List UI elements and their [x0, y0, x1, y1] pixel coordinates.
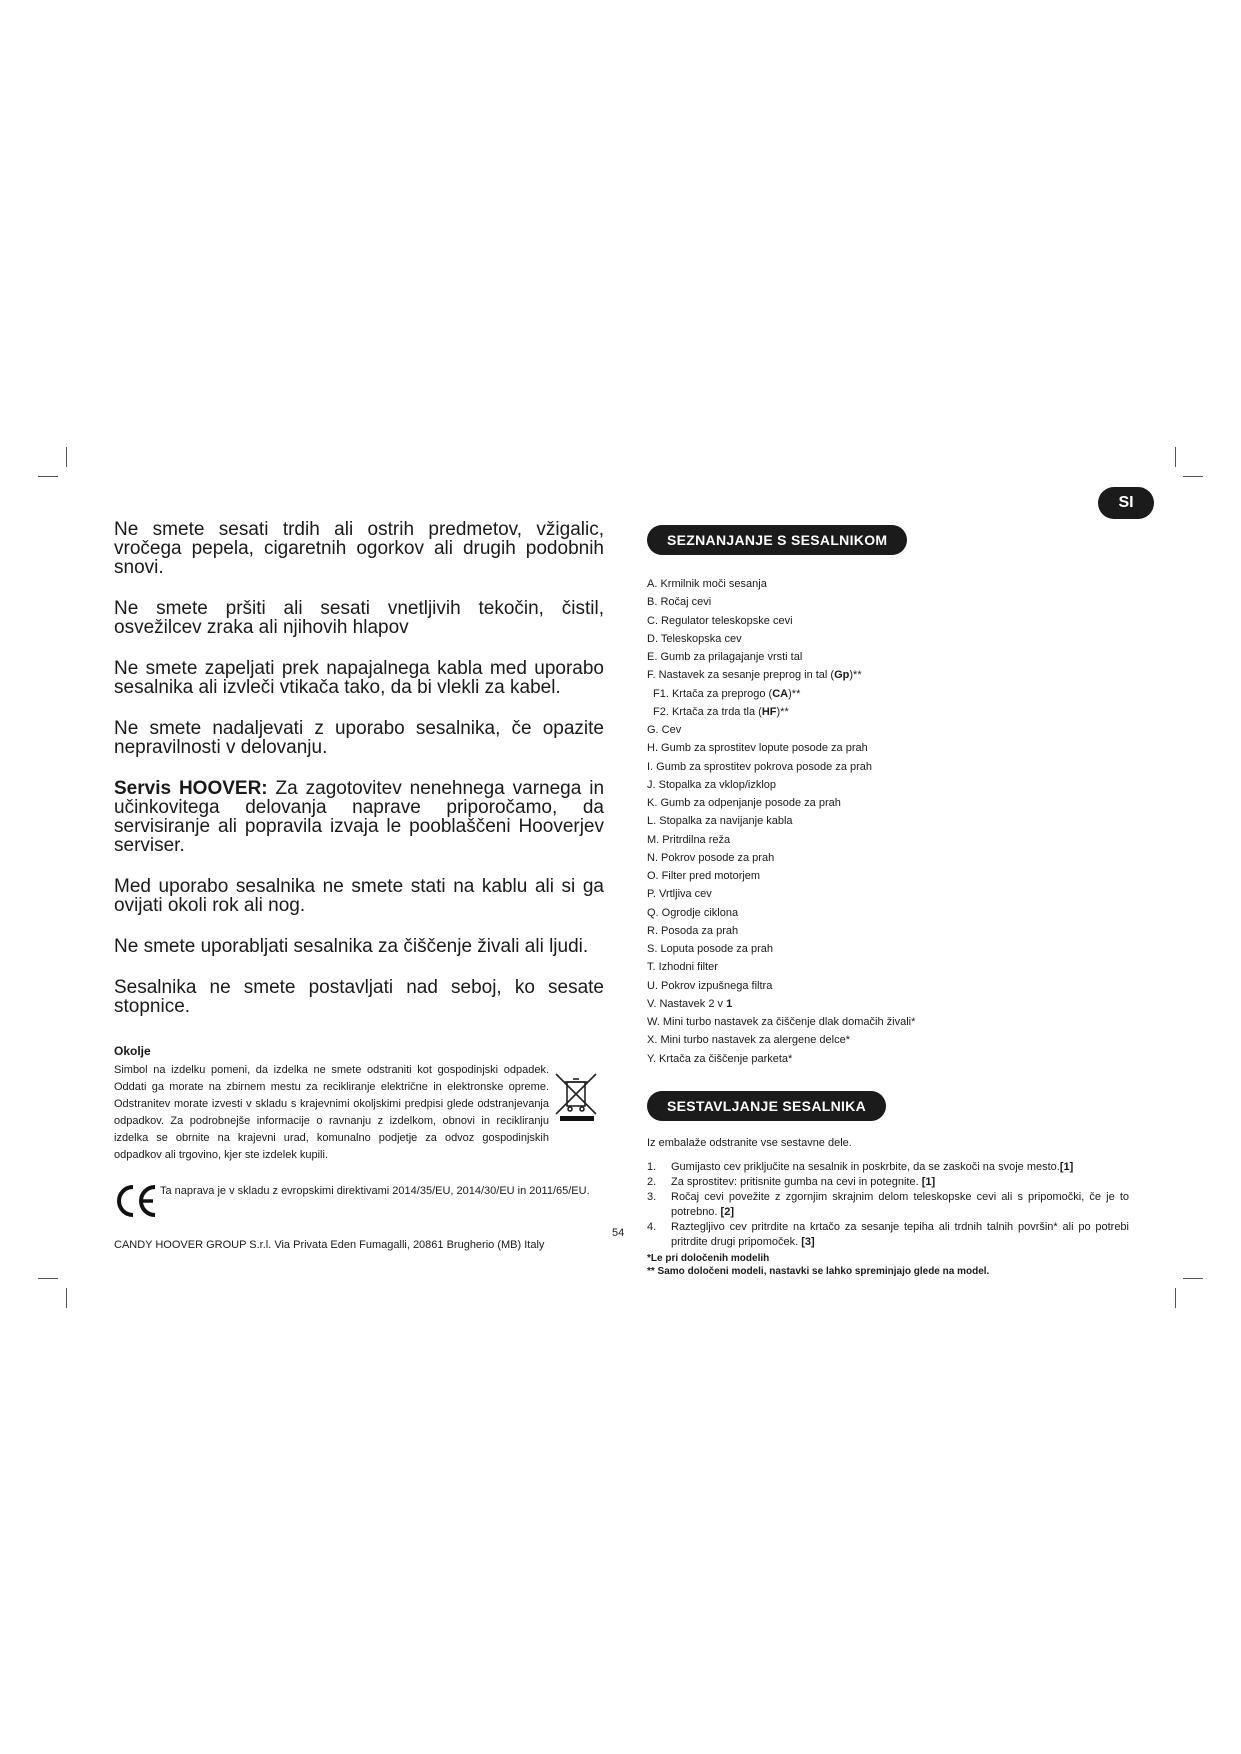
part-text: F. Nastavek za sesanje preprog in tal ( [647, 669, 835, 682]
footnotes [647, 1252, 1129, 1278]
part-text: T. Izhodni filter [647, 961, 718, 974]
crop-mark [66, 447, 67, 467]
step-figure-ref: [3] [801, 1235, 815, 1248]
part-item [647, 831, 1129, 849]
part-text: R. Posoda za prah [647, 924, 739, 937]
assembly-step [647, 1220, 1129, 1250]
footnote: ** Samo določeni modeli, nastavki se lahko spreminjajo glede na model. [647, 1265, 990, 1277]
part-item [647, 1031, 1129, 1049]
part-text: W. Mini turbo nastavek za čiščenje dlak domačih živali* [647, 1016, 916, 1028]
step-text-wrap [671, 1220, 1129, 1250]
part-code: 1 [726, 997, 733, 1010]
step-text-wrap [671, 1160, 1129, 1175]
safety-column [114, 520, 604, 1251]
part-item [647, 1013, 1129, 1031]
assembly-intro: Iz embalaže odstranite vse sestavne dele. [647, 1136, 852, 1149]
environment-text: Simbol na izdelku pomeni, da izdelka ne smete odstraniti kot gospodinjski odpadek. Oddati ga morate na zbirnem mestu za recikliranje električne in elektronske opreme. Odstranitev morate izvesti v skladu s krajevnimi okoljskimi predpisi glede odstranjevanja odpadkov. Za podrobnejše informacije o ravnanju z izdelkom, obnovi in recikliranju izdelka se obrnite na krajevni urad, komunalno podjetje za odvoz gospodinjskih odpadkov ali trgovino, kjer ste izdelek kupili. [114, 1064, 549, 1161]
safety-paragraph: Med uporabo sesalnika ne smete stati na kablu ali si ga ovijati okoli rok ali nog. [114, 876, 604, 916]
weee-crossed-bin-icon [552, 1070, 600, 1122]
service-text: Za zagotovitev nenehnega varnega in učinkovitega delovanja naprave priporočamo, da servisiranje ali popravila izvaja le pooblaščeni Hooverjev serviser. [114, 778, 605, 856]
part-text: Q. Ogrodje ciklona [647, 906, 739, 919]
safety-paragraph: Ne smete sesati trdih ali ostrih predmetov, vžigalic, vročega pepela, cigaretnih ogorkov ali drugih podobnih snovi. [114, 519, 604, 578]
part-suffix: )** [788, 687, 801, 700]
part-item [647, 776, 1129, 794]
part-item [647, 958, 1129, 976]
part-text: I. Gumb za sprostitev pokrova posode za prah [647, 760, 873, 773]
part-text: O. Filter pred motorjem [647, 870, 761, 882]
part-item [647, 977, 1129, 995]
part-text: K. Gumb za odpenjanje posode za prah [647, 797, 841, 809]
environment-title: Okolje [114, 1044, 151, 1058]
ce-compliance [114, 1181, 604, 1221]
company-address: CANDY HOOVER GROUP S.r.l. Via Privata Eden Fumagalli, 20861 Brugherio (MB) Italy [114, 1239, 545, 1251]
part-item [647, 885, 1129, 903]
service-label: Servis HOOVER: [114, 778, 268, 799]
step-number: 2. [647, 1175, 657, 1188]
step-text-wrap [671, 1175, 1129, 1190]
parts-list [647, 575, 1129, 1068]
part-text: G. Cev [647, 724, 682, 736]
crop-mark [38, 476, 58, 477]
part-item [647, 922, 1129, 940]
part-item [647, 867, 1129, 885]
part-item [647, 940, 1129, 958]
crop-mark [1175, 1288, 1176, 1308]
part-text: M. Pritrdilna reža [647, 833, 731, 846]
part-item [647, 794, 1129, 812]
part-text: N. Pokrov posode za prah [647, 851, 775, 864]
part-item [647, 739, 1129, 757]
parts-section-header: SEZNANJANJE S SESALNIKOM [647, 525, 907, 555]
safety-paragraph: Sesalnika ne smete postavljati nad seboj, ko sesate stopnice. [114, 977, 604, 1017]
part-item [647, 685, 1129, 703]
part-text: U. Pokrov izpušnega filtra [647, 979, 773, 992]
step-text: Ročaj cevi povežite z zgornjim skrajnim delom teleskopske cevi ali s pripomočki, če je to potrebno. [671, 1190, 1129, 1218]
part-code: Gp [834, 669, 850, 682]
crop-mark [1175, 447, 1176, 467]
step-text: Raztegljivo cev pritrdite na krtačo za sesanje tepiha ali trdnih talnih površin* ali po potrebi pritrdite drugi pripomoček. [671, 1220, 1129, 1248]
environment-section [114, 1062, 604, 1164]
part-item [647, 575, 1129, 593]
crop-mark [38, 1278, 58, 1279]
assembly-step [647, 1175, 1129, 1190]
step-figure-ref: [1] [1059, 1160, 1074, 1173]
part-code: CA [772, 687, 789, 700]
part-text: A. Krmilnik moči sesanja [647, 578, 767, 590]
step-number: 3. [647, 1190, 657, 1203]
part-text: F2. Krtača za trda tla ( [653, 705, 762, 718]
part-item [647, 721, 1129, 739]
ce-mark-icon [114, 1181, 158, 1221]
step-text: Za sprostitev: pritisnite gumba na cevi in potegnite. [671, 1175, 922, 1188]
part-item [647, 593, 1129, 611]
part-text: B. Ročaj cevi [647, 596, 712, 609]
part-item [647, 703, 1129, 721]
part-text: P. Vrtljiva cev [647, 888, 712, 901]
assembly-section-header: SESTAVLJANJE SESALNIKA [647, 1091, 886, 1121]
part-item [647, 630, 1129, 648]
part-item [647, 1050, 1129, 1068]
part-text: C. Regulator teleskopske cevi [647, 614, 793, 627]
step-figure-ref: [1] [921, 1175, 936, 1188]
safety-paragraph: Ne smete zapeljati prek napajalnega kabla med uporabo sesalnika ali izvleči vtikača tako, da bi vlekli za kabel. [114, 658, 604, 698]
step-number: 4. [647, 1220, 657, 1233]
page-number: 54 [612, 1227, 625, 1239]
assembly-step [647, 1160, 1129, 1175]
part-text: X. Mini turbo nastavek za alergene delce* [647, 1034, 851, 1047]
service-paragraph [114, 779, 604, 855]
part-item [647, 612, 1129, 630]
part-text: Y. Krtača za čiščenje parketa* [647, 1052, 793, 1065]
part-text: V. Nastavek 2 v [647, 997, 727, 1010]
product-column [647, 525, 1129, 1278]
part-item [647, 812, 1129, 830]
part-text: D. Teleskopska cev [647, 632, 742, 645]
part-code: HF [761, 705, 777, 718]
safety-paragraph: Ne smete nadaljevati z uporabo sesalnika, če opazite nepravilnosti v delovanju. [114, 718, 604, 758]
part-text: L. Stopalka za navijanje kabla [647, 815, 793, 828]
step-text: Gumijasto cev priključite na sesalnik in poskrbite, da se zaskoči na svoje mesto. [671, 1160, 1060, 1173]
part-suffix: )** [849, 669, 862, 682]
crop-mark [1183, 1278, 1203, 1279]
step-figure-ref: [2] [720, 1205, 734, 1218]
part-text: F1. Krtača za preprogo ( [653, 687, 773, 700]
assembly-steps [647, 1160, 1129, 1250]
part-item [647, 758, 1129, 776]
safety-paragraph: Ne smete uporabljati sesalnika za čiščenje živali ali ljudi. [114, 936, 589, 957]
crop-mark [1183, 476, 1203, 477]
part-text: E. Gumb za prilagajanje vrsti tal [647, 651, 803, 663]
step-text-wrap [671, 1190, 1129, 1220]
part-item [647, 666, 1129, 684]
part-item [647, 995, 1129, 1013]
step-number: 1. [647, 1160, 657, 1173]
safety-paragraph: Ne smete pršiti ali sesati vnetljivih tekočin, čistil, osvežilcev zraka ali njihovih hlapov [114, 598, 604, 638]
part-item [647, 849, 1129, 867]
language-badge: SI [1098, 487, 1154, 519]
part-item [647, 904, 1129, 922]
part-suffix: )** [776, 705, 789, 718]
crop-mark [66, 1288, 67, 1308]
part-text: J. Stopalka za vklop/izklop [647, 778, 777, 791]
ce-text: Ta naprava je v skladu z evropskimi direktivami 2014/35/EU, 2014/30/EU in 2011/65/EU. [160, 1185, 590, 1197]
footnote: *Le pri določenih modelih [647, 1252, 770, 1264]
part-text: S. Loputa posode za prah [647, 943, 773, 955]
part-item [647, 648, 1129, 666]
assembly-step [647, 1190, 1129, 1220]
part-text: H. Gumb za sprostitev lopute posode za prah [647, 742, 868, 755]
